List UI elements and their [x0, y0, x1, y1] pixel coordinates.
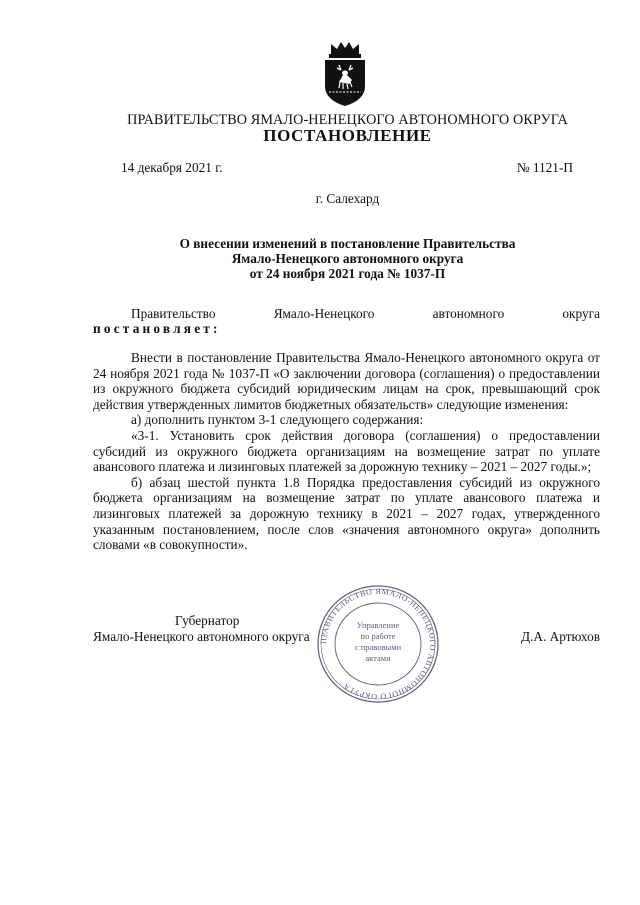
stamp-line-2: по работе	[360, 631, 396, 641]
preamble-word-1: Правительство	[131, 306, 216, 321]
preamble-word-4: округа	[562, 306, 600, 321]
signature-organization: Ямало-Ненецкого автономного округа	[93, 629, 310, 644]
document-subject	[0, 236, 640, 281]
subject-line-3: от 24 ноября 2021 года № 1037-П	[249, 266, 446, 281]
document-city: г. Салехард	[315, 191, 380, 206]
coat-of-arms-icon	[319, 40, 371, 108]
signature-name: Д.А. Артюхов	[520, 629, 600, 644]
document-date: 14 декабря 2021 г.	[121, 160, 223, 175]
document-number: № 1121-П	[516, 160, 573, 175]
official-stamp	[314, 582, 442, 706]
organization-name: ПРАВИТЕЛЬСТВО ЯМАЛО-НЕНЕЦКОГО АВТОНОМНОГО ОКРУГА	[127, 112, 568, 128]
document-body	[93, 350, 600, 553]
body-paragraph-3: «3-1. Установить срок действия договора (соглашения) о предоставлении субсидий из окружного бюджета организациям на возмещение затрат по уплате авансового платежа и лизинговых платежей за дорожную технику – 2021 – 2027 годы.»;	[93, 427, 600, 475]
decree-word: постановляет:	[93, 321, 221, 336]
stamp-ring-text: ПРАВИТЕЛЬСТВО ЯМАЛО-НЕНЕЦКОГО АВТОНОМНОГО ОКРУГА	[318, 586, 438, 702]
preamble-word-2: Ямало-Ненецкого	[273, 306, 375, 321]
preamble	[93, 306, 600, 336]
body-paragraph-4: б) абзац шестой пункта 1.8 Порядка предоставления субсидий из окружного бюджета организациям на возмещение затрат по уплате авансового платежа и лизинговых платежей за дорожную технику в 2021 – 2027 годах, утвержденного указанным постановлением, после слов «значения автономного округа» дополнить словами «в совокупности».	[93, 474, 600, 553]
stamp-line-1: Управление	[356, 620, 400, 630]
stamp-line-3: с правовыми	[354, 642, 402, 652]
subject-line-1: О внесении изменений в постановление Правительства	[179, 236, 516, 251]
body-paragraph-1: Внести в постановление Правительства Ямало-Ненецкого автономного округа от 24 ноября 2021 года № 1037-П «О заключении договора (соглашения) о предоставлении из окружного бюджета субсидий юридическим лицам на срок, превышающий срок действия утвержденных лимитов бюджетных обязательств» следующие изменения:	[93, 350, 600, 412]
document-type-title: ПОСТАНОВЛЕНИЕ	[263, 126, 432, 145]
stamp-line-4: актами	[365, 653, 391, 663]
subject-line-2: Ямало-Ненецкого автономного округа	[231, 251, 464, 266]
preamble-word-3: автономного	[432, 306, 505, 321]
body-paragraph-2: а) дополнить пунктом 3-1 следующего содержания:	[131, 412, 424, 428]
signature-title: Губернатор	[175, 613, 240, 628]
